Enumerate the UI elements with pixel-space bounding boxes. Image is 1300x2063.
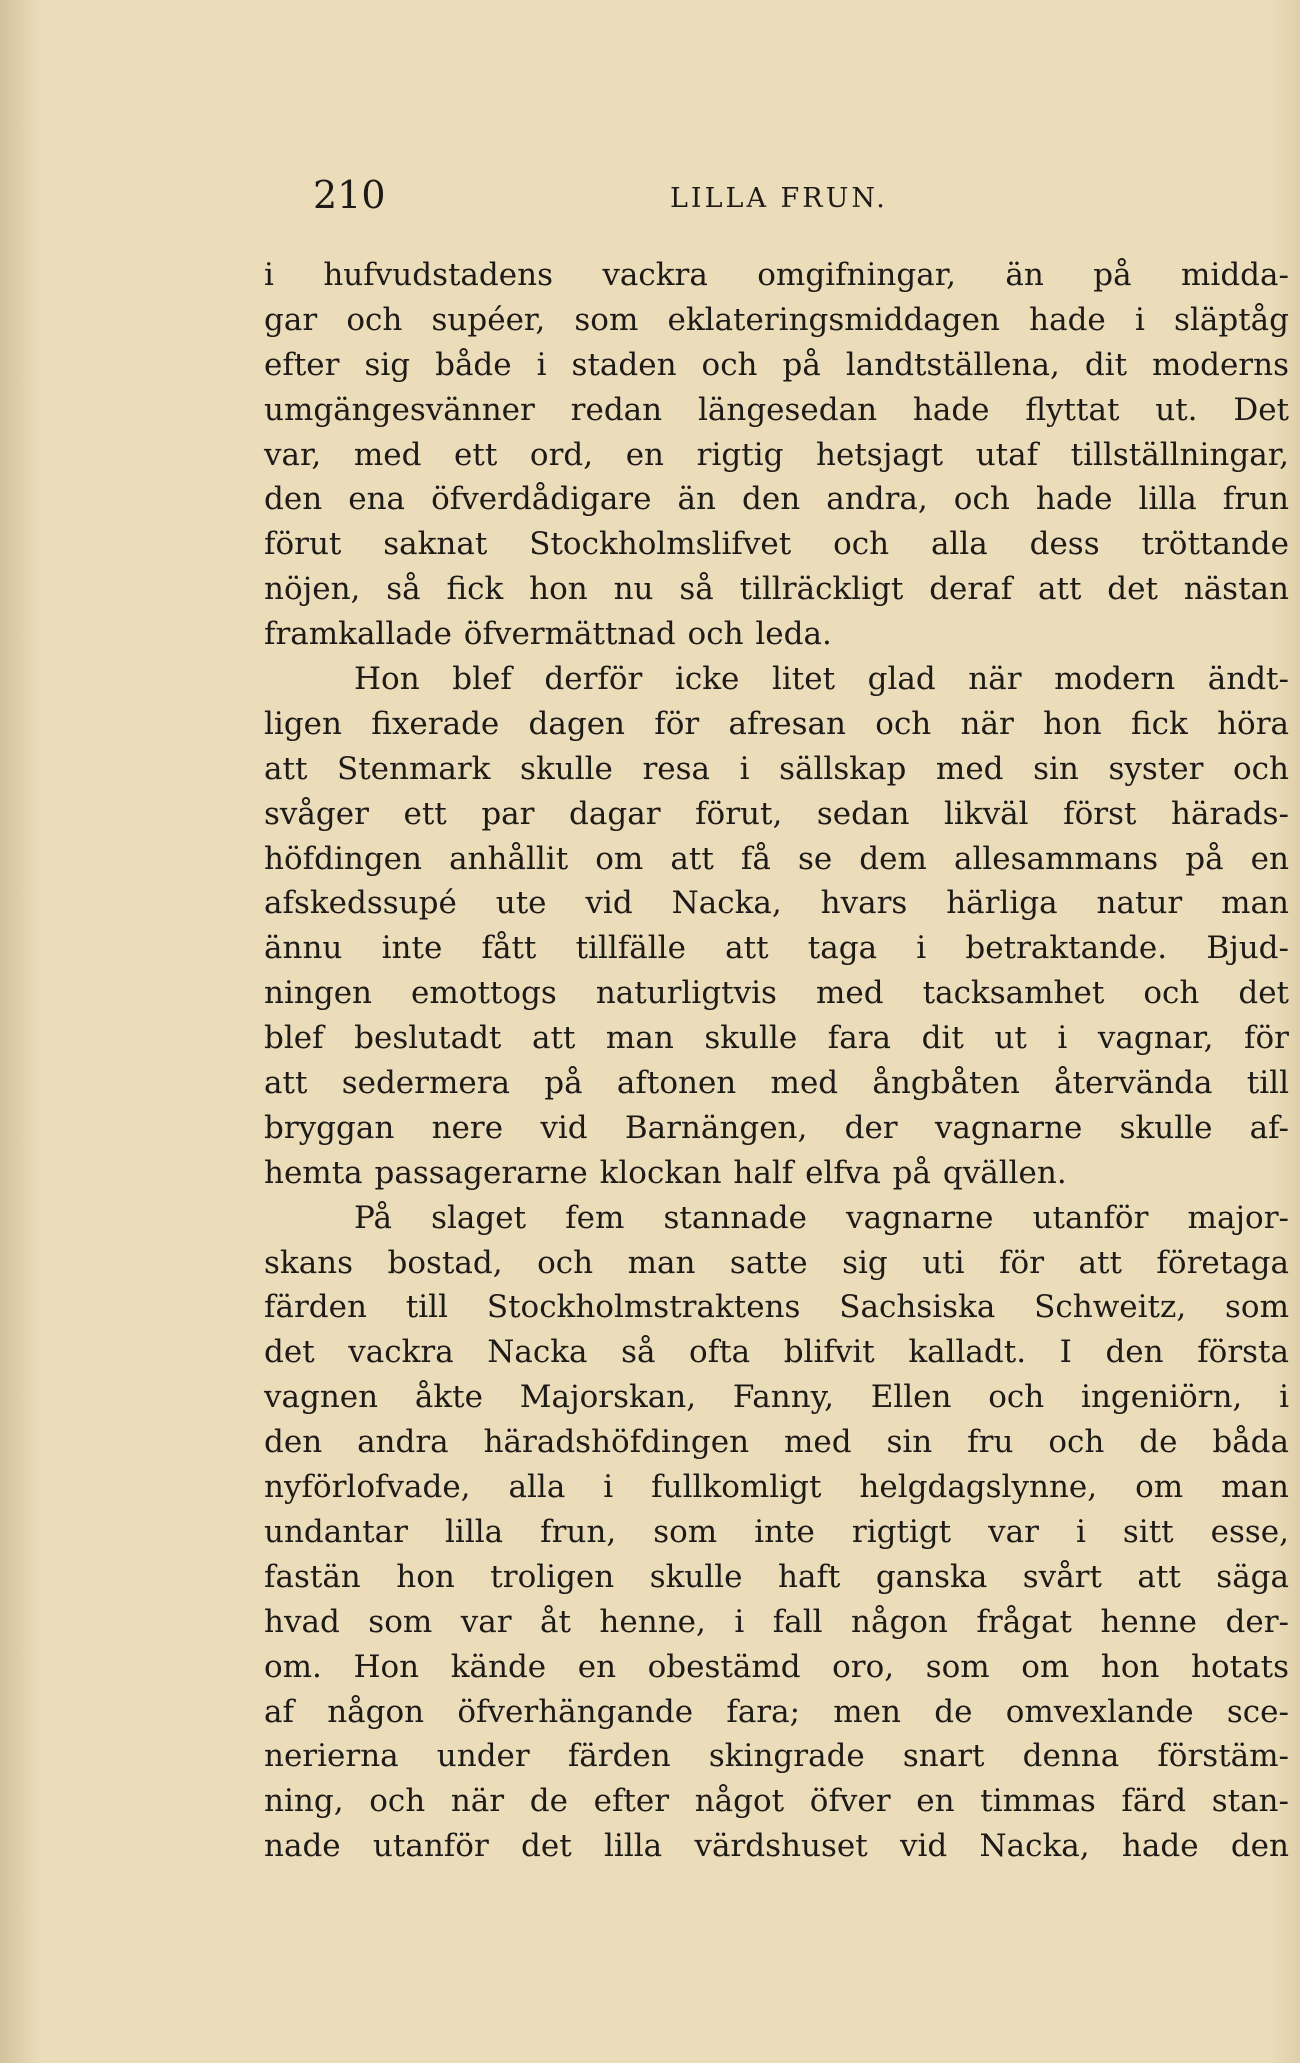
text-line: afskedssupé ute vid Nacka, hvars härliga natur man	[264, 885, 1289, 922]
text-line: På slaget fem stannade vagnarne utanför major-	[354, 1199, 1289, 1236]
text-line: framkallade öfvermättnad och leda.	[264, 616, 832, 653]
text-line: hemta passagerarne klockan half elfva på qvällen.	[264, 1154, 1067, 1191]
text-line: var, med ett ord, en rigtig hetsjagt utaf tillställningar,	[264, 436, 1289, 473]
text-line: bryggan nere vid Barnängen, der vagnarne skulle af-	[264, 1109, 1289, 1146]
text-line: i hufvudstadens vackra omgifningar, än på midda-	[264, 257, 1289, 293]
text-line: det vackra Nacka så ofta blifvit kalladt. I den första	[264, 1334, 1289, 1371]
text-line: svåger ett par dagar förut, sedan likväl först härads-	[264, 795, 1289, 832]
text-line: skans bostad, och man satte sig uti för att företaga	[264, 1244, 1289, 1281]
text-line: blef beslutadt att man skulle fara dit ut i vagnar, för	[264, 1020, 1289, 1057]
text-line: ligen fixerade dagen för afresan och när hon fick höra	[264, 705, 1289, 742]
text-line: den ena öfverdådigare än den andra, och hade lilla frun	[264, 481, 1289, 518]
text-line: att sedermera på aftonen med ångbåten återvända till	[264, 1065, 1289, 1102]
page-number: 210	[313, 173, 386, 217]
text-line: ning, och när de efter något öfver en timmas färd stan-	[264, 1783, 1289, 1820]
text-line: undantar lilla frun, som inte rigtigt var i sitt esse,	[264, 1513, 1289, 1550]
text-line: vagnen åkte Majorskan, Fanny, Ellen och ingeniörn, i	[264, 1379, 1289, 1416]
text-line: färden till Stockholmstraktens Sachsiska Schweitz, som	[264, 1289, 1289, 1326]
text-line: nöjen, så fick hon nu så tillräckligt deraf att det nästan	[264, 571, 1289, 608]
text-line: höfdingen anhållit om att få se dem allesammans på en	[264, 840, 1289, 877]
text-line: nade utanför det lilla värdshuset vid Nacka, hade den	[264, 1828, 1289, 1865]
text-line: fastän hon troligen skulle haft ganska svårt att säga	[264, 1558, 1289, 1595]
text-line: ännu inte fått tillfälle att taga i betraktande. Bjud-	[264, 930, 1289, 967]
text-line: af någon öfverhängande fara; men de omvexlande sce-	[264, 1693, 1289, 1730]
body-text	[264, 253, 1289, 1869]
text-line: förut saknat Stockholmslifvet och alla dess tröttande	[264, 526, 1289, 563]
text-line: om. Hon kände en obestämd oro, som om hon hotats	[264, 1648, 1289, 1685]
page-header	[313, 170, 1287, 220]
text-line: nerierna under färden skingrade snart denna förstäm-	[264, 1738, 1289, 1775]
text-line: hvad som var åt henne, i fall någon frågat henne der-	[264, 1603, 1289, 1640]
text-line: att Stenmark skulle resa i sällskap med sin syster och	[264, 750, 1289, 787]
text-line: gar och supéer, som eklateringsmiddagen hade i släptåg	[264, 301, 1289, 338]
running-title: LILLA FRUN.	[670, 183, 888, 214]
text-line: ningen emottogs naturligtvis med tacksamhet och det	[264, 975, 1289, 1012]
text-line: efter sig både i staden och på landtställena, dit moderns	[264, 346, 1289, 383]
text-line: den andra häradshöfdingen med sin fru och de båda	[264, 1424, 1289, 1461]
text-line: nyförlofvade, alla i fullkomligt helgdagslynne, om man	[264, 1469, 1289, 1506]
text-line: Hon blef derför icke litet glad när modern ändt-	[354, 661, 1289, 698]
text-line: umgängesvänner redan längesedan hade flyttat ut. Det	[264, 391, 1289, 428]
